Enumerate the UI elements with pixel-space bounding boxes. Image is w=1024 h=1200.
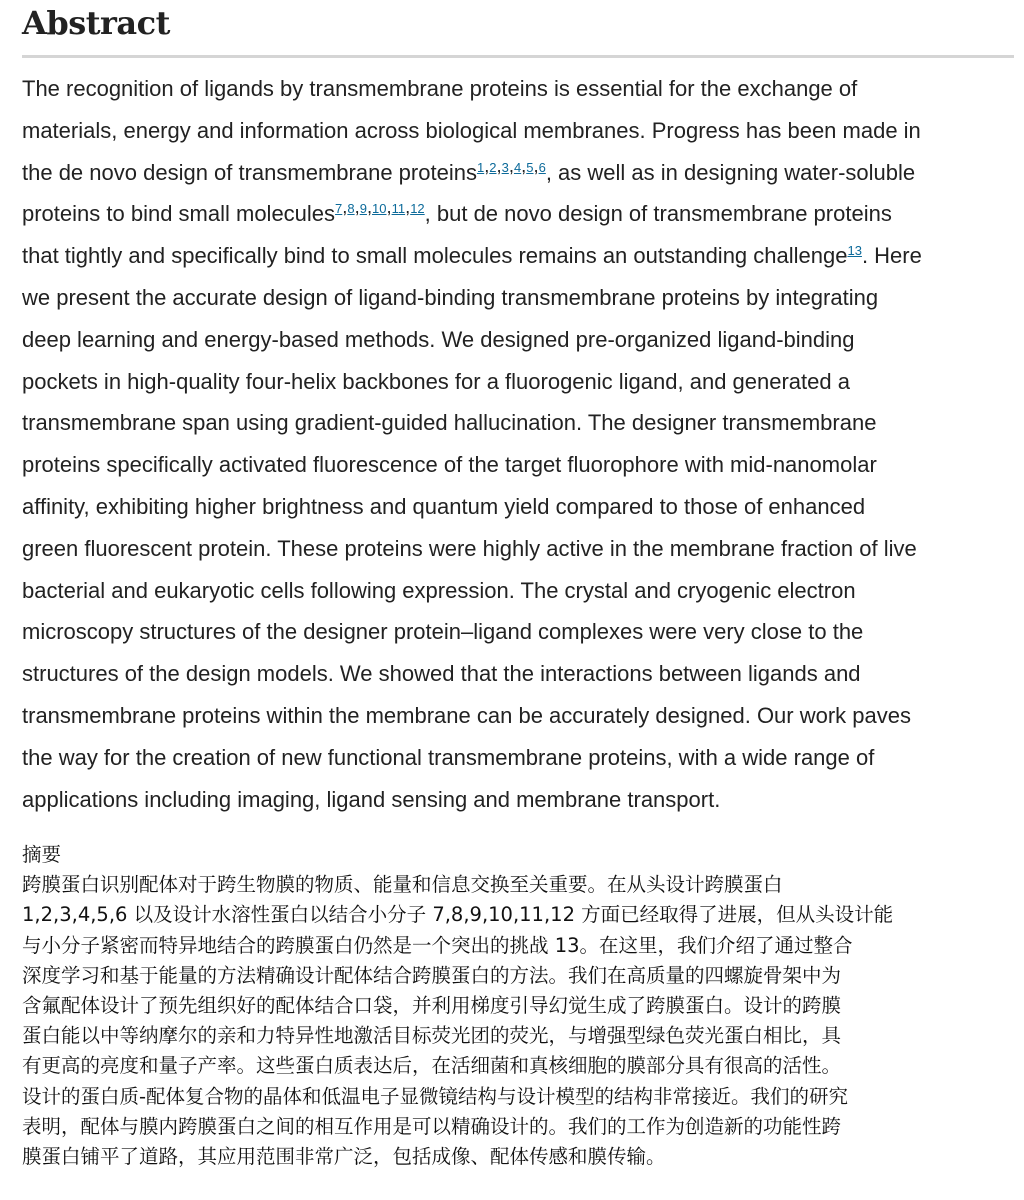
abstract-line bbox=[22, 528, 1022, 570]
abstract-text: materials, energy and information across biological membranes. Progress has been made in bbox=[22, 117, 921, 143]
chinese-abstract-line: 设计的蛋白质-配体复合物的晶体和低温电子显微镜结构与设计模型的结构非常接近。我们的研究 bbox=[22, 1084, 849, 1108]
abstract-text: The recognition of ligands by transmembrane proteins is essential for the exchange of bbox=[22, 76, 858, 101]
abstract-text: affinity, exhibiting higher brightness and quantum yield compared to those of enhanced bbox=[22, 493, 866, 519]
chinese-abstract-line: 膜蛋白铺平了道路，其应用范围非常广泛，包括成像、配体传感和膜传输。 bbox=[22, 1144, 666, 1168]
citation-link[interactable]: 12 bbox=[410, 201, 425, 217]
abstract-text: applications including imaging, ligand sensing and membrane transport. bbox=[22, 786, 721, 812]
citation-link[interactable]: 3 bbox=[501, 159, 509, 175]
citation-refs bbox=[847, 238, 861, 259]
citation-link[interactable]: 4 bbox=[513, 159, 522, 175]
abstract-line bbox=[22, 361, 1022, 403]
chinese-abstract-line: 1,2,3,4,5,6 以及设计水溶性蛋白以结合小分子 7,8,9,10,11,12 方面已经取得了进展，但从头设计能 bbox=[22, 903, 894, 927]
chinese-abstract-line: 蛋白能以中等纳摩尔的亲和力特异性地激活目标荧光团的荧光，与增强型绿色荧光蛋白相比，具 bbox=[22, 1024, 842, 1048]
abstract-text: bacterial and eukaryotic cells following expression. The crystal and cryogenic electron bbox=[22, 577, 856, 603]
abstract-text: pockets in high-quality four-helix backbones for a fluorogenic ligand, and generated a bbox=[22, 368, 850, 394]
abstract-line bbox=[22, 570, 1022, 612]
abstract-line bbox=[22, 277, 1022, 319]
abstract-text: we present the accurate design of ligand-binding transmembrane proteins by integrating bbox=[22, 284, 879, 310]
abstract-text: transmembrane span using gradient-guided hallucination. The designer transmembrane bbox=[22, 410, 877, 436]
chinese-abstract-title: 摘要 bbox=[22, 843, 62, 866]
abstract-text: the way for the creation of new functional transmembrane proteins, with a wide range of bbox=[22, 744, 875, 770]
english-abstract bbox=[22, 68, 1022, 820]
abstract-text: , as well as in designing water-soluble bbox=[545, 159, 916, 185]
abstract-text: the de novo design of transmembrane proteins bbox=[22, 159, 477, 185]
citation-link[interactable]: 10 bbox=[372, 201, 387, 217]
citation-link[interactable]: 5 bbox=[526, 159, 534, 175]
abstract-line bbox=[22, 402, 1022, 444]
abstract-line bbox=[22, 68, 1022, 110]
abstract-line bbox=[22, 737, 1022, 779]
citation-refs: 1,2,3,4,5,6 bbox=[476, 154, 546, 176]
citation-link[interactable]: 1 bbox=[476, 159, 485, 175]
abstract-line bbox=[22, 319, 1022, 361]
abstract-text: deep learning and energy-based methods. We designed pre-organized ligand-binding bbox=[22, 326, 855, 352]
abstract-line bbox=[22, 193, 1022, 235]
abstract-line bbox=[22, 444, 1022, 486]
chinese-abstract-line: 跨膜蛋白识别配体对于跨生物膜的物质、能量和信息交换至关重要。在从头设计跨膜蛋白 bbox=[22, 873, 783, 897]
abstract-line bbox=[22, 779, 1022, 821]
abstract-text: proteins specifically activated fluorescence of the target fluorophore with mid-nanomolar bbox=[22, 452, 877, 478]
citation-link[interactable]: 11 bbox=[391, 201, 406, 217]
abstract-text: that tightly and specifically bind to small molecules remains an outstanding challenge bbox=[22, 243, 848, 269]
abstract-line bbox=[22, 152, 1022, 194]
citation-link[interactable]: 6 bbox=[538, 159, 546, 175]
chinese-abstract bbox=[22, 840, 1022, 1172]
citation-link[interactable]: 2 bbox=[489, 159, 497, 175]
abstract-line bbox=[22, 611, 1022, 653]
abstract-text: structures of the design models. We showed that the interactions between ligands and bbox=[22, 661, 861, 687]
citation-link[interactable]: 8 bbox=[347, 201, 355, 217]
abstract-text: , but de novo design of transmembrane proteins bbox=[424, 201, 892, 227]
citation-link[interactable]: 7 bbox=[335, 201, 343, 217]
abstract-line bbox=[22, 695, 1022, 737]
chinese-abstract-line: 表明，配体与膜内跨膜蛋白之间的相互作用是可以精确设计的。我们的工作为创造新的功能性跨 bbox=[22, 1114, 842, 1138]
abstract-line bbox=[22, 653, 1022, 695]
heading-divider bbox=[22, 55, 1014, 58]
citation-link[interactable]: 9 bbox=[359, 201, 367, 217]
abstract-line bbox=[22, 486, 1022, 528]
abstract-line bbox=[22, 110, 1022, 152]
abstract-text: . Here bbox=[861, 243, 922, 269]
chinese-abstract-line: 深度学习和基于能量的方法精确设计配体结合跨膜蛋白的方法。我们在高质量的四螺旋骨架中为 bbox=[22, 963, 842, 987]
abstract-text: microscopy structures of the designer protein–ligand complexes were very close to the bbox=[22, 619, 864, 645]
abstract-text: green fluorescent protein. These proteins were highly active in the membrane fraction of live bbox=[22, 535, 917, 561]
abstract-heading: Abstract bbox=[22, 4, 170, 42]
abstract-text: transmembrane proteins within the membrane can be accurately designed. Our work paves bbox=[22, 702, 912, 728]
chinese-abstract-line: 有更高的亮度和量子产率。这些蛋白质表达后，在活细菌和真核细胞的膜部分具有很高的活性。 bbox=[22, 1054, 842, 1078]
citation-link[interactable]: 13 bbox=[847, 243, 862, 259]
citation-refs: 7,8,9,10,11,12 bbox=[335, 196, 425, 218]
abstract-text: proteins to bind small molecules bbox=[22, 201, 336, 227]
chinese-abstract-line: 含氟配体设计了预先组织好的配体结合口袋，并利用梯度引导幻觉生成了跨膜蛋白。设计的跨膜 bbox=[22, 993, 842, 1017]
chinese-abstract-line: 与小分子紧密而特异地结合的跨膜蛋白仍然是一个突出的挑战 13。在这里，我们介绍了通过整合 bbox=[22, 933, 853, 957]
abstract-line bbox=[22, 235, 1022, 277]
